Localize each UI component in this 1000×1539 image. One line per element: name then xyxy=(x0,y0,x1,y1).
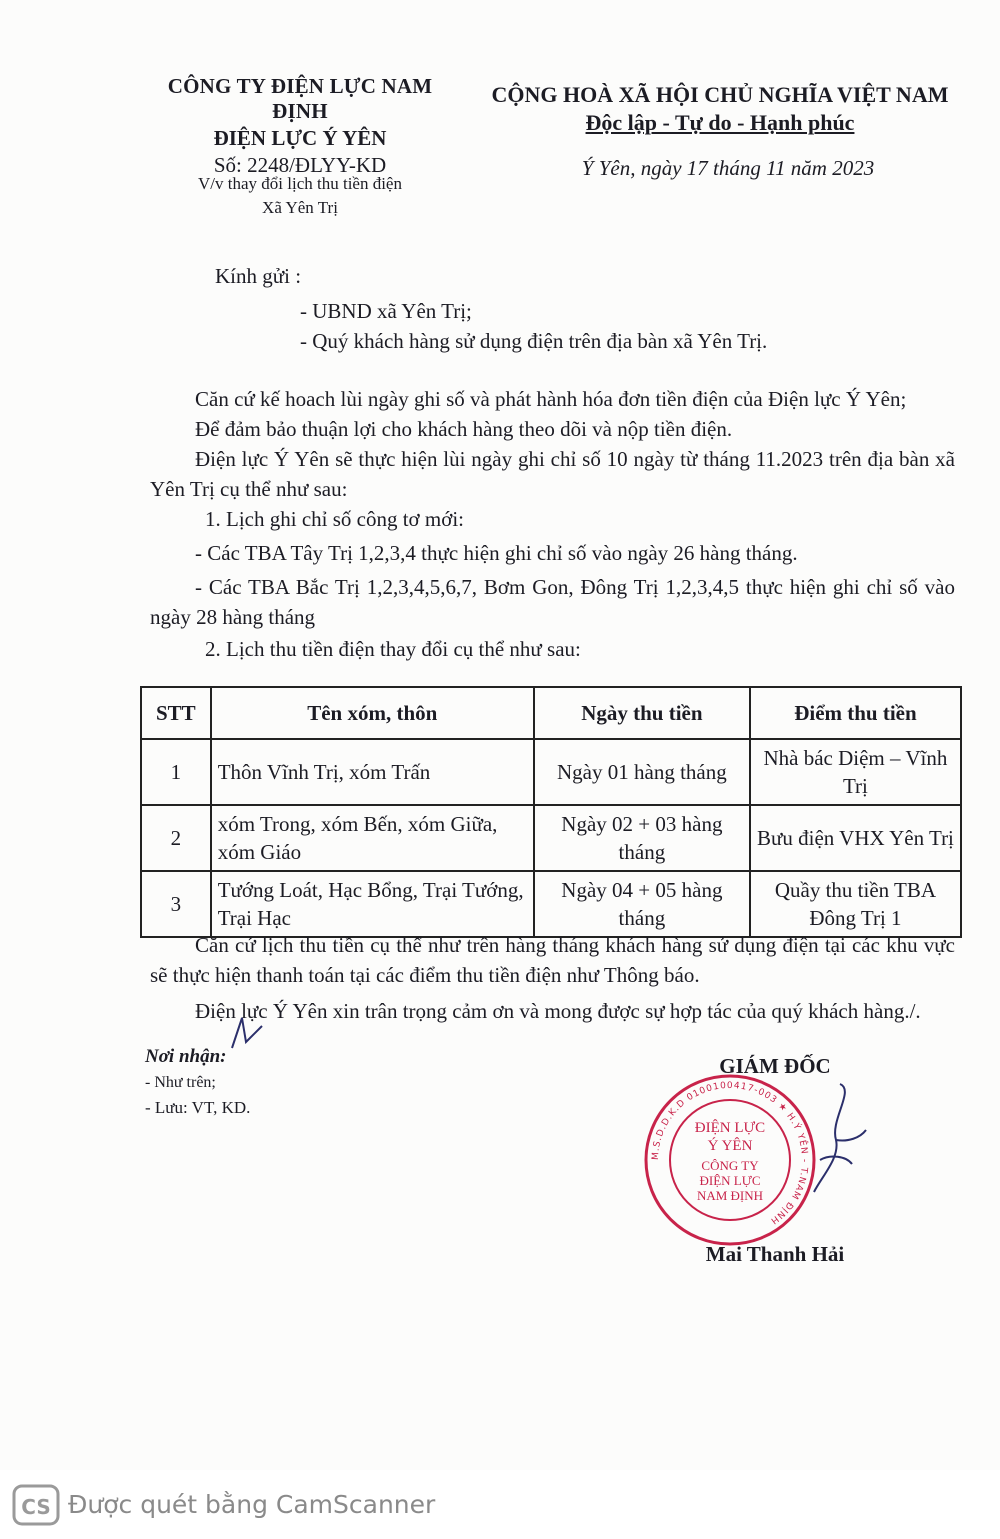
table-cell: xóm Trong, xóm Bến, xóm Giữa, xóm Giáo xyxy=(211,805,534,871)
stamp-ring-text: M.S.D.D.K.D 0100100417-003 ★ H.Ý YÊN - T.NAM ĐỊNH xyxy=(650,1080,810,1226)
official-stamp xyxy=(640,1070,820,1250)
camscanner-logo-text: CS xyxy=(21,1495,51,1519)
subject-line: V/v thay đổi lịch thu tiền điện xyxy=(198,174,402,193)
national-motto: Độc lập - Tự do - Hạnh phúc xyxy=(585,110,855,135)
stamp-text: NAM ĐỊNH xyxy=(696,1188,764,1203)
signer-title: GIÁM ĐỐC xyxy=(719,1054,831,1078)
body-paragraph: Căn cứ kế hoach lùi ngày ghi số và phát hành hóa đơn tiền điện của Điện lực Ý Yên; xyxy=(195,387,907,411)
body-paragraph: Điện lực Ý Yên sẽ thực hiện lùi ngày ghi chỉ số 10 ngày từ tháng 11.2023 trên địa bàn xã Yên Trị cụ thể như sau: xyxy=(150,447,955,501)
table-cell: Quầy thu tiền TBA Đông Trị 1 xyxy=(750,871,961,937)
nation-name: CỘNG HOÀ XÃ HỘI CHỦ NGHĨA VIỆT NAM xyxy=(491,82,949,107)
stamp-text: ĐIỆN LỰC xyxy=(699,1173,761,1188)
table-header-row xyxy=(141,687,961,739)
issuer-block xyxy=(140,74,460,178)
table-cell: Ngày 01 hàng tháng xyxy=(534,739,750,805)
table-cell: 3 xyxy=(141,871,211,937)
camscanner-logo-icon xyxy=(12,1484,60,1526)
unit-name: ĐIỆN LỰC Ý YÊN xyxy=(213,126,387,150)
body-paragraph: Để đảm bảo thuận lợi cho khách hàng theo dõi và nộp tiền điện. xyxy=(195,417,733,441)
greeting: Kính gửi : xyxy=(215,264,302,288)
body-paragraph: - Các TBA Tây Trị 1,2,3,4 thực hiện ghi chỉ số vào ngày 26 hàng tháng. xyxy=(195,541,798,565)
recipients-label: Nơi nhận: xyxy=(145,1046,227,1067)
recipients-footer-item: - Như trên; xyxy=(145,1074,216,1091)
payment-schedule-table xyxy=(140,686,962,938)
recipients-footer-item: - Lưu: VT, KD. xyxy=(145,1098,251,1117)
table-cell: Tướng Loát, Hạc Bổng, Trại Tướng, Trại Hạc xyxy=(211,871,534,937)
column-header: Ngày thu tiền xyxy=(534,687,750,739)
section-heading: 1. Lịch ghi chỉ số công tơ mới: xyxy=(205,507,465,531)
table-cell: Ngày 02 + 03 hàng tháng xyxy=(534,805,750,871)
camscanner-watermark-text: Được quét bằng CamScanner xyxy=(68,1490,436,1519)
stamp-text: Ý YÊN xyxy=(707,1138,753,1154)
body-paragraph: - Các TBA Bắc Trị 1,2,3,4,5,6,7, Bơm Gon, Đông Trị 1,2,3,4,5 thực hiện ghi chỉ số vào ngày 28 hàng tháng xyxy=(150,575,955,629)
body-paragraph: Điện lực Ý Yên xin trân trọng cảm ơn và mong được sự hợp tác của quý khách hàng./. xyxy=(195,999,921,1023)
subject-block xyxy=(170,172,430,220)
document-number: Số: 2248/ĐLYY-KD xyxy=(213,153,387,177)
table-row xyxy=(141,805,961,871)
subject-line: Xã Yên Trị xyxy=(262,198,338,217)
signer-name: Mai Thanh Hải xyxy=(705,1242,845,1266)
section-heading: 2. Lịch thu tiền điện thay đổi cụ thể như sau: xyxy=(205,637,581,661)
body-section xyxy=(150,384,955,664)
company-name: CÔNG TY ĐIỆN LỰC NAM ĐỊNH xyxy=(167,74,433,123)
table-row xyxy=(141,739,961,805)
document-date: Ý Yên, ngày 17 tháng 11 năm 2023 xyxy=(581,156,875,180)
table-cell: Bưu điện VHX Yên Trị xyxy=(750,805,961,871)
column-header: STT xyxy=(141,687,211,739)
stamp-text: CÔNG TY xyxy=(701,1158,759,1173)
body-paragraph: Căn cứ lịch thu tiền cụ thể như trên hàng tháng khách hàng sử dụng điện tại các khu vực sẽ thực hiện thanh toán tại các điểm thu tiền điện như Thông báo. xyxy=(150,933,955,987)
table-cell: Ngày 04 + 05 hàng tháng xyxy=(534,871,750,937)
table-cell: 2 xyxy=(141,805,211,871)
column-header: Tên xóm, thôn xyxy=(211,687,534,739)
initial-mark xyxy=(228,1012,268,1052)
closing-section xyxy=(150,930,955,1026)
stamp-text: ĐIỆN LỰC xyxy=(694,1120,766,1136)
recipient-item: - Quý khách hàng sử dụng điện trên địa bàn xã Yên Trị. xyxy=(300,329,768,353)
handwritten-signature xyxy=(800,1080,870,1200)
table-cell: Nhà bác Diệm – Vĩnh Trị xyxy=(750,739,961,805)
column-header: Điểm thu tiền xyxy=(750,687,961,739)
table-row xyxy=(141,871,961,937)
recipient-item: - UBND xã Yên Trị; xyxy=(300,299,472,323)
national-header xyxy=(490,82,950,136)
table-cell: 1 xyxy=(141,739,211,805)
table-cell: Thôn Vĩnh Trị, xóm Trấn xyxy=(211,739,534,805)
